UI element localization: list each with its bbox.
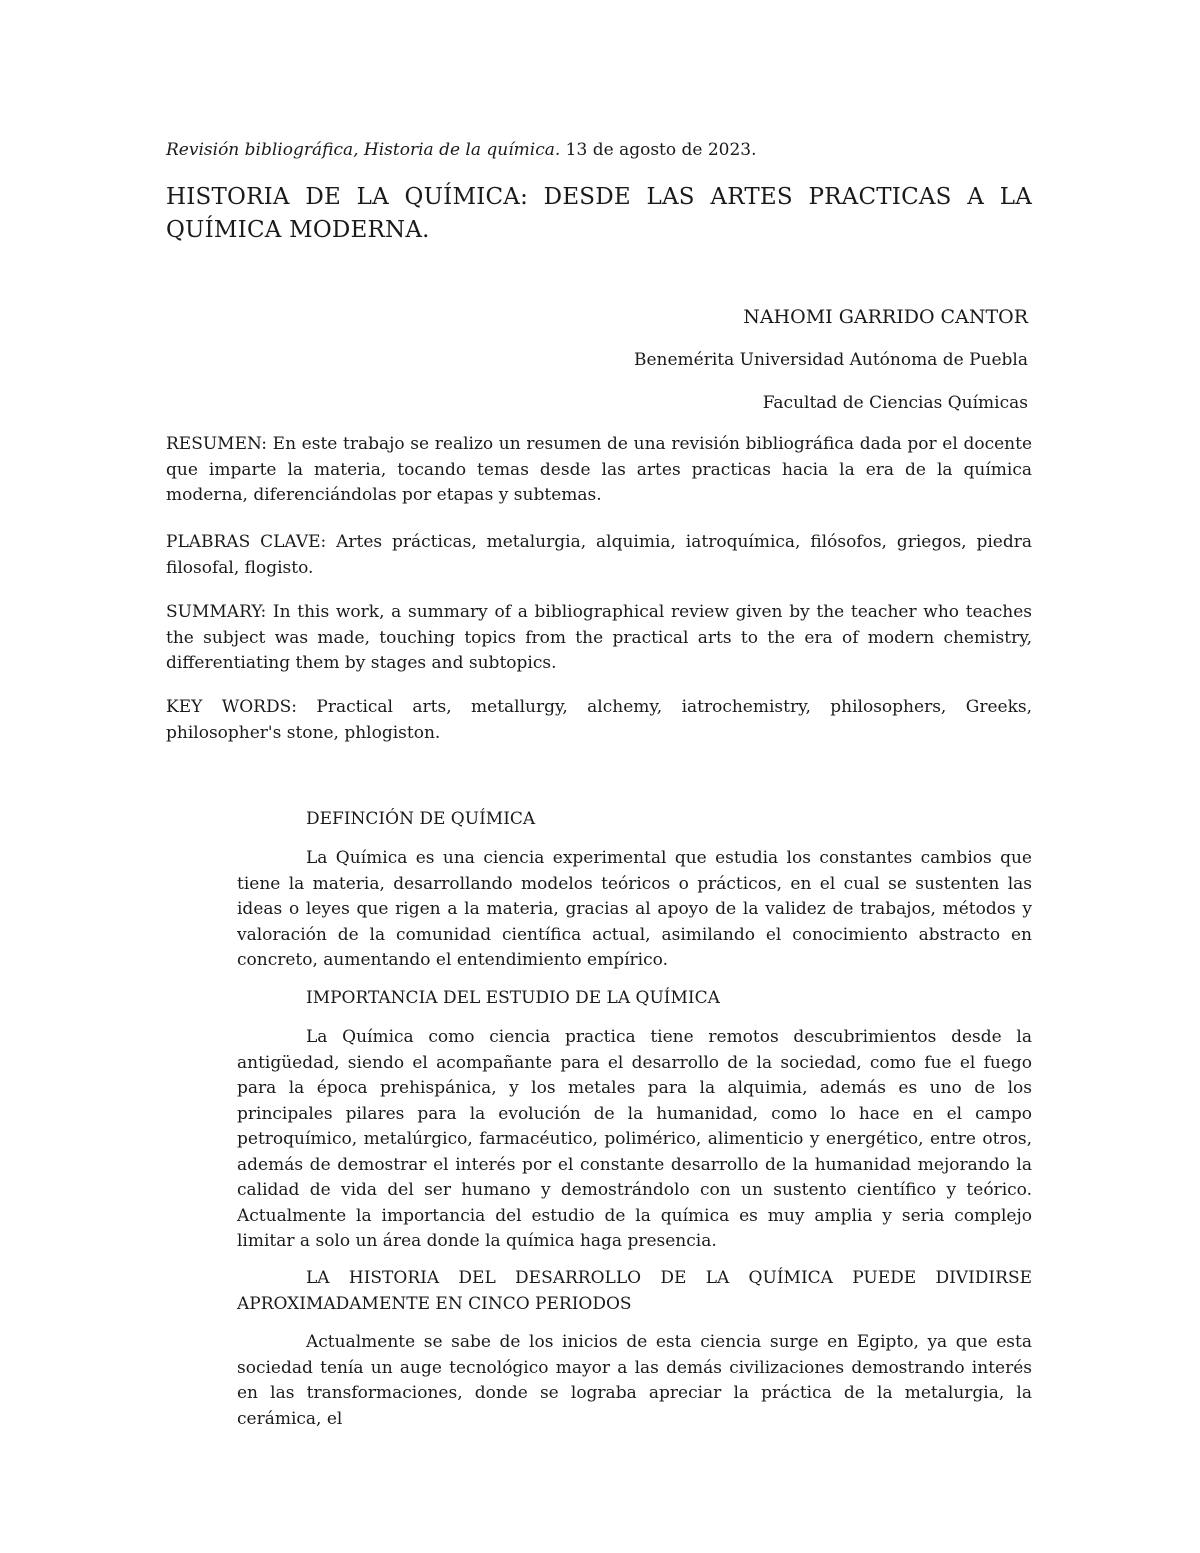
author-name: NAHOMI GARRIDO CANTOR xyxy=(743,306,1028,328)
section-heading-importancia: IMPORTANCIA DEL ESTUDIO DE LA QUÍMICA xyxy=(306,988,720,1008)
meta-italic: Revisión bibliográfica, Historia de la química. xyxy=(166,140,561,160)
document-title: HISTORIA DE LA QUÍMICA: DESDE LAS ARTES PRACTICAS A LA QUÍMICA MODERNA. xyxy=(166,184,1032,243)
section-body-historia: Actualmente se sabe de los inicios de esta ciencia surge en Egipto, ya que esta sociedad tenía un auge tecnológico mayor a las demás civilizaciones demostrando interés en las transformaciones, donde se lograba apreciar la práctica de la metalurgia, la cerámica, el xyxy=(237,1332,1032,1429)
author-university: Benemérita Universidad Autónoma de Puebla xyxy=(633,350,1028,370)
abstract-resumen: RESUMEN: En este trabajo se realizo un resumen de una revisión bibliográfica dada por el docente que imparte la materia, tocando temas desde las artes practicas hacia la era de la química moderna, diferenciándolas por etapas y subtemas. xyxy=(166,434,1032,505)
document-meta xyxy=(166,138,1036,164)
meta-date: 13 de agosto de 2023. xyxy=(560,140,757,160)
section-heading-definicion: DEFINCIÓN DE QUÍMICA xyxy=(306,809,536,829)
section-body-definicion: La Química es una ciencia experimental que estudia los constantes cambios que tiene la materia, desarrollando modelos teóricos o prácticos, en el cual se sustenten las ideas o leyes que rigen a la materia, gracias al apoyo de la validez de trabajos, métodos y valoración de la comunidad científica actual, asimilando el conocimiento abstracto en concreto, aumentando el entendimiento empírico. xyxy=(237,848,1032,970)
author-faculty: Facultad de Ciencias Químicas xyxy=(762,393,1028,413)
section-heading-historia: LA HISTORIA DEL DESARROLLO DE LA QUÍMICA PUEDE DIVIDIRSE APROXIMADAMENTE EN CINCO PERIODOS xyxy=(237,1268,1032,1314)
abstract-key-words: KEY WORDS: Practical arts, metallurgy, alchemy, iatrochemistry, philosophers, Greeks, philosopher's stone, phlogiston. xyxy=(166,697,1032,743)
abstract-palabras-clave: PLABRAS CLAVE: Artes prácticas, metalurgia, alquimia, iatroquímica, filósofos, griegos, piedra filosofal, flogisto. xyxy=(166,532,1032,578)
abstract-summary: SUMMARY: In this work, a summary of a bibliographical review given by the teacher who teaches the subject was made, touching topics from the practical arts to the era of modern chemistry, differentiating them by stages and subtopics. xyxy=(166,602,1032,673)
section-body-importancia: La Química como ciencia practica tiene remotos descubrimientos desde la antigüedad, siendo el acompañante para el desarrollo de la sociedad, como fue el fuego para la época prehispánica, y los metales para la alquimia, además es uno de los principales pilares para la evolución de la humanidad, como lo hace en el campo petroquímico, metalúrgico, farmacéutico, polimérico, alimenticio y energético, entre otros, además de demostrar el interés por el constante desarrollo de la humanidad mejorando la calidad de vida del ser humano y demostrándolo con un sustento científico y teórico. Actualmente la importancia del estudio de la química es muy amplia y seria complejo limitar a solo un área donde la química haga presencia. xyxy=(237,1027,1032,1251)
